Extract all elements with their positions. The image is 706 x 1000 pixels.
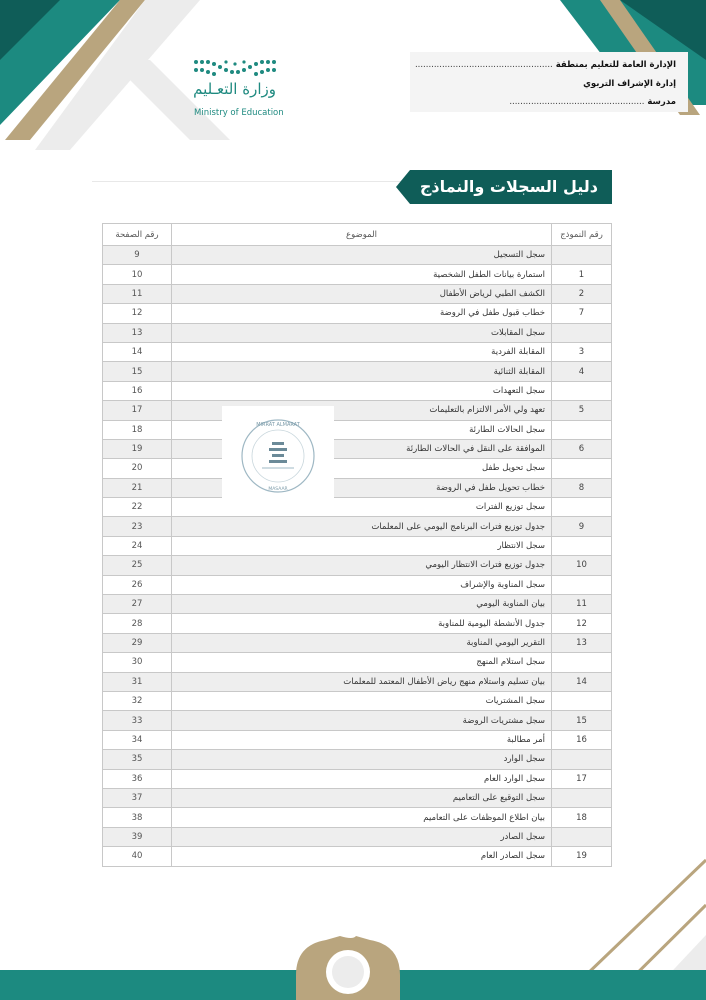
header-subject: الموضوع xyxy=(172,224,552,246)
table-header-row xyxy=(103,224,612,246)
row-subject: سجل تحويل طفل xyxy=(172,459,552,478)
row-subject: جدول توزيع فترات البرنامج اليومي على المعلمات xyxy=(172,517,552,536)
table-row xyxy=(103,536,612,555)
row-subject: تعهد ولي الأمر الالتزام بالتعليمات xyxy=(172,401,552,420)
table-row xyxy=(103,342,612,361)
table-row xyxy=(103,808,612,827)
row-form-number: 8 xyxy=(552,478,612,497)
row-form-number xyxy=(552,788,612,807)
row-page-number: 35 xyxy=(103,750,172,769)
row-page-number: 25 xyxy=(103,556,172,575)
ministry-logo xyxy=(190,58,284,122)
row-subject: جدول توزيع فترات الانتظار اليومي xyxy=(172,556,552,575)
row-form-number: 1 xyxy=(552,265,612,284)
row-form-number: 5 xyxy=(552,401,612,420)
row-form-number xyxy=(552,750,612,769)
row-form-number xyxy=(552,420,612,439)
row-page-number: 36 xyxy=(103,769,172,788)
row-page-number: 39 xyxy=(103,827,172,846)
table-row xyxy=(103,362,612,381)
row-page-number: 14 xyxy=(103,342,172,361)
row-subject: أمر مطالبة xyxy=(172,730,552,749)
table-row xyxy=(103,420,612,439)
watermark-stamp xyxy=(222,406,334,508)
table-row xyxy=(103,847,612,866)
row-page-number: 34 xyxy=(103,730,172,749)
row-subject: الكشف الطبي لرياض الأطفال xyxy=(172,284,552,303)
row-page-number: 20 xyxy=(103,459,172,478)
row-subject: استمارة بيانات الطفل الشخصية xyxy=(172,265,552,284)
table-row xyxy=(103,633,612,652)
row-form-number xyxy=(552,575,612,594)
row-form-number: 19 xyxy=(552,847,612,866)
header-line-school xyxy=(509,97,676,107)
table-row xyxy=(103,265,612,284)
row-subject: سجل التوقيع على التعاميم xyxy=(172,788,552,807)
row-subject: سجل الصادر العام xyxy=(172,847,552,866)
school-label: مدرسة xyxy=(647,97,676,107)
row-form-number xyxy=(552,691,612,710)
row-form-number: 2 xyxy=(552,284,612,303)
row-form-number xyxy=(552,323,612,342)
row-form-number: 4 xyxy=(552,362,612,381)
row-form-number xyxy=(552,498,612,517)
row-page-number: 19 xyxy=(103,439,172,458)
row-page-number: 40 xyxy=(103,847,172,866)
row-page-number: 23 xyxy=(103,517,172,536)
row-page-number: 31 xyxy=(103,672,172,691)
row-page-number: 30 xyxy=(103,653,172,672)
row-page-number: 15 xyxy=(103,362,172,381)
row-form-number: 7 xyxy=(552,304,612,323)
row-page-number: 24 xyxy=(103,536,172,555)
table-row xyxy=(103,595,612,614)
header-page-number: رقم الصفحة xyxy=(103,224,172,246)
row-subject: سجل توزيع الفترات xyxy=(172,498,552,517)
row-form-number xyxy=(552,653,612,672)
row-form-number: 3 xyxy=(552,342,612,361)
table-row xyxy=(103,711,612,730)
row-form-number: 12 xyxy=(552,614,612,633)
row-form-number: 6 xyxy=(552,439,612,458)
title-banner xyxy=(396,170,612,204)
row-page-number: 10 xyxy=(103,265,172,284)
row-page-number: 9 xyxy=(103,246,172,265)
table-row xyxy=(103,459,612,478)
table-row xyxy=(103,401,612,420)
header-form-number: رقم النموذج xyxy=(552,224,612,246)
table-row xyxy=(103,575,612,594)
table-row xyxy=(103,691,612,710)
logo-english-text: Ministry of Education xyxy=(194,108,284,118)
table-row xyxy=(103,556,612,575)
table-row xyxy=(103,614,612,633)
row-subject: سجل الوارد العام xyxy=(172,769,552,788)
table-row xyxy=(103,323,612,342)
row-subject: سجل التسجيل xyxy=(172,246,552,265)
row-form-number: 9 xyxy=(552,517,612,536)
row-subject: سجل الصادر xyxy=(172,827,552,846)
table-row xyxy=(103,730,612,749)
row-form-number: 15 xyxy=(552,711,612,730)
records-index-table xyxy=(102,223,612,867)
row-subject: جدول الأنشطة اليومية للمناوبة xyxy=(172,614,552,633)
row-form-number xyxy=(552,827,612,846)
row-form-number: 10 xyxy=(552,556,612,575)
row-page-number: 21 xyxy=(103,478,172,497)
stamp-seal-icon xyxy=(222,406,334,508)
row-form-number: 17 xyxy=(552,769,612,788)
row-page-number: 22 xyxy=(103,498,172,517)
svg-text:MIRRAT ALMARAT: MIRRAT ALMARAT xyxy=(256,422,300,428)
table-row xyxy=(103,498,612,517)
table-row xyxy=(103,672,612,691)
header-info-box xyxy=(410,52,688,112)
table-row xyxy=(103,788,612,807)
row-form-number: 18 xyxy=(552,808,612,827)
row-form-number xyxy=(552,381,612,400)
row-page-number: 12 xyxy=(103,304,172,323)
row-subject: سجل الوارد xyxy=(172,750,552,769)
row-page-number: 38 xyxy=(103,808,172,827)
table-row xyxy=(103,381,612,400)
row-subject: بيان المناوبة اليومي xyxy=(172,595,552,614)
department-label: إدارة الإشراف التربوي xyxy=(583,79,676,89)
header-line-region xyxy=(415,60,676,70)
row-subject: خطاب تحويل طفل في الروضة xyxy=(172,478,552,497)
row-form-number xyxy=(552,246,612,265)
table-row xyxy=(103,653,612,672)
row-page-number: 37 xyxy=(103,788,172,807)
table-row xyxy=(103,246,612,265)
row-form-number: 16 xyxy=(552,730,612,749)
row-page-number: 32 xyxy=(103,691,172,710)
row-subject: الموافقة على النقل في الحالات الطارئة xyxy=(172,439,552,458)
table-body xyxy=(103,246,612,867)
row-form-number: 14 xyxy=(552,672,612,691)
row-page-number: 13 xyxy=(103,323,172,342)
row-subject: سجل الحالات الطارئة xyxy=(172,420,552,439)
row-form-number: 13 xyxy=(552,633,612,652)
row-page-number: 17 xyxy=(103,401,172,420)
row-page-number: 26 xyxy=(103,575,172,594)
row-subject: بيان تسليم واستلام منهج رياض الأطفال المعتمد للمعلمات xyxy=(172,672,552,691)
region-label: الإدارة العامة للتعليم بمنطقة xyxy=(555,60,676,70)
table-row xyxy=(103,750,612,769)
table-row xyxy=(103,304,612,323)
table-row xyxy=(103,439,612,458)
row-subject: بيان اطلاع الموظفات على التعاميم xyxy=(172,808,552,827)
row-page-number: 29 xyxy=(103,633,172,652)
row-page-number: 33 xyxy=(103,711,172,730)
row-page-number: 16 xyxy=(103,381,172,400)
region-fill-dots: ................................................... xyxy=(414,60,553,70)
svg-text:MASAAR: MASAAR xyxy=(268,487,288,492)
row-subject: خطاب قبول طفل في الروضة xyxy=(172,304,552,323)
row-subject: سجل المناوبة والإشراف xyxy=(172,575,552,594)
row-subject: سجل الانتظار xyxy=(172,536,552,555)
page-title: دليل السجلات والنماذج xyxy=(419,177,598,196)
row-subject: المقابلة الثنائية xyxy=(172,362,552,381)
row-page-number: 27 xyxy=(103,595,172,614)
table-row xyxy=(103,517,612,536)
row-form-number xyxy=(552,536,612,555)
table-row xyxy=(103,769,612,788)
logo-arabic-text: وزارة التعـليم xyxy=(193,80,276,98)
table-row xyxy=(103,478,612,497)
row-page-number: 18 xyxy=(103,420,172,439)
header-line-department xyxy=(583,79,676,89)
row-subject: سجل المشتريات xyxy=(172,691,552,710)
row-subject: سجل التعهدات xyxy=(172,381,552,400)
row-subject: التقرير اليومي المناوبة xyxy=(172,633,552,652)
table-row xyxy=(103,284,612,303)
table-row xyxy=(103,827,612,846)
school-fill-dots: .................................................. xyxy=(509,97,645,107)
row-form-number: 11 xyxy=(552,595,612,614)
row-page-number: 28 xyxy=(103,614,172,633)
logo-dots-icon xyxy=(190,58,280,80)
row-subject: سجل استلام المنهج xyxy=(172,653,552,672)
row-page-number: 11 xyxy=(103,284,172,303)
row-subject: المقابلة الفردية xyxy=(172,342,552,361)
row-subject: سجل مشتريات الروضة xyxy=(172,711,552,730)
row-subject: سجل المقابلات xyxy=(172,323,552,342)
row-form-number xyxy=(552,459,612,478)
